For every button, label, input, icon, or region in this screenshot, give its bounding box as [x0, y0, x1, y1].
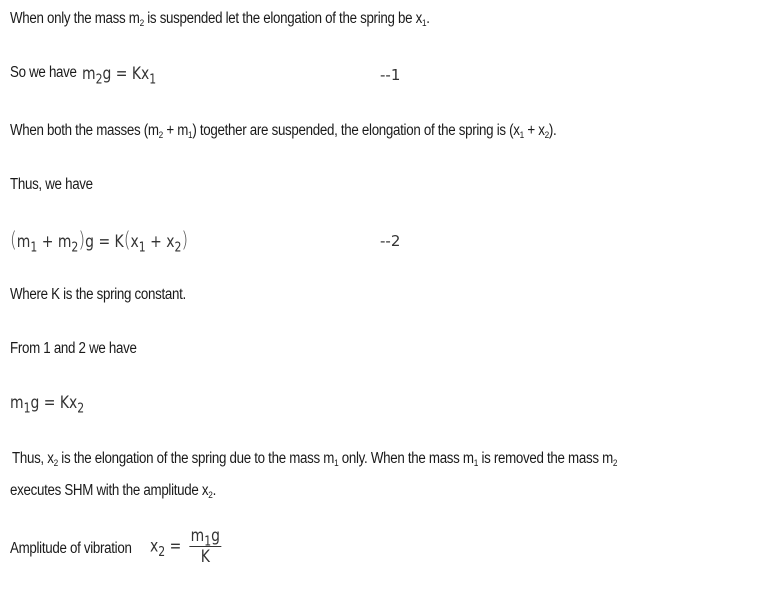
- text-line-3: When both the masses $(m_2 + m_1)$ together are suspended, the elongation of the spring is $(x_1 + x_2)$.: [10, 122, 557, 141]
- equation-1-line: So we have: [10, 64, 77, 81]
- amplitude-line: Amplitude of vibration: [10, 540, 132, 557]
- equation-2: $(m_1 + m_2)g = K(x_1 + x_2)$: [10, 228, 189, 256]
- text-line-4: Thus, we have: [10, 176, 93, 193]
- equation-1: $m_2g = Kx_1$: [82, 64, 157, 88]
- text-line-6: Where K is the spring constant.: [10, 286, 186, 303]
- text-line-1: When only the mass $m_2$ is suspended let the elongation of the spring be $x_1$.: [10, 10, 430, 29]
- text-line-10: executes SHM with the amplitude $x_2$.: [10, 482, 216, 501]
- equation-1-number: --1: [380, 66, 401, 84]
- text-line-9: Thus, $x_2$ is the elongation of the spring due to the mass $m_1$ only. When the mass $m_1$ is removed the mass $m_2$: [12, 450, 618, 469]
- equation-3: $m_1g = Kx_2$: [10, 393, 85, 417]
- amplitude-fraction: $\frac{m_1g}{K}$: [190, 526, 220, 567]
- text-line-7: From 1 and 2 we have: [10, 340, 137, 357]
- amplitude-equation: $x_2$ = $\frac{m_1g}{K}$: [150, 526, 220, 567]
- equation-2-number: --2: [380, 232, 401, 250]
